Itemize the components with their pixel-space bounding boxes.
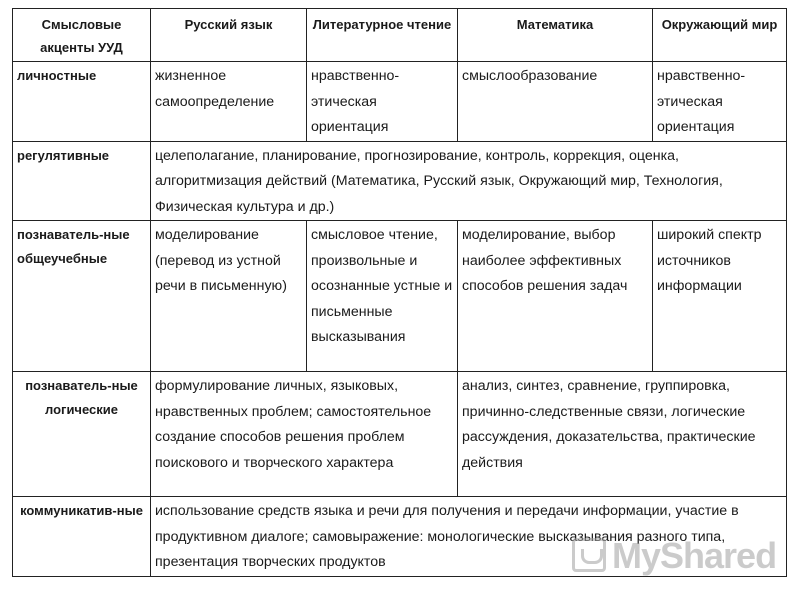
table-cell: моделирование (перевод из устной речи в письменную) [151, 221, 307, 372]
header-literature: Литературное чтение [307, 9, 458, 62]
row-label: регулятивные [13, 141, 151, 221]
table-header-row [13, 9, 787, 62]
row-label: познаватель-ные логические [13, 372, 151, 497]
table-cell: использование средств языка и речи для получения и передачи информации, участие в продуктивном диалоге; самовыражение: монологические высказывания разного типа, презентация творческих продуктов [151, 497, 787, 577]
table-cell: анализ, синтез, сравнение, группировка, причинно-следственные связи, логические рассуждения, доказательства, практические действия [458, 372, 787, 497]
table-row [13, 372, 787, 497]
table-cell: нравственно-этическая ориентация [307, 62, 458, 142]
uud-table [12, 8, 787, 577]
cart-icon [572, 538, 606, 572]
header-world: Окружающий мир [653, 9, 787, 62]
table-cell: моделирование, выбор наиболее эффективных способов решения задач [458, 221, 653, 372]
row-label: коммуникатив-ные [13, 497, 151, 577]
header-math: Математика [458, 9, 653, 62]
table-row [13, 141, 787, 221]
table-cell: нравственно-этическая ориентация [653, 62, 787, 142]
watermark: MyShared [612, 535, 777, 576]
table-cell: целеполагание, планирование, прогнозирование, контроль, коррекция, оценка, алгоритмизация действий (Математика, Русский язык, Окружающий мир, Технология, Физическая культура и др.) [151, 141, 787, 221]
table-row [13, 62, 787, 142]
header-russian: Русский язык [151, 9, 307, 62]
row-label: познаватель-ные общеучебные [13, 221, 151, 372]
table-cell: формулирование личных, языковых, нравственных проблем; самостоятельное создание способов решения проблем поискового и творческого характера [151, 372, 458, 497]
row-label: личностные [13, 62, 151, 142]
table-row [13, 221, 787, 372]
table-cell: жизненное самоопределение [151, 62, 307, 142]
table-cell: широкий спектр источников информации [653, 221, 787, 372]
header-uud: Смысловые акценты УУД [13, 9, 151, 62]
table-cell: смыслообразование [458, 62, 653, 142]
table-cell: смысловое чтение, произвольные и осознанные устные и письменные высказывания [307, 221, 458, 372]
